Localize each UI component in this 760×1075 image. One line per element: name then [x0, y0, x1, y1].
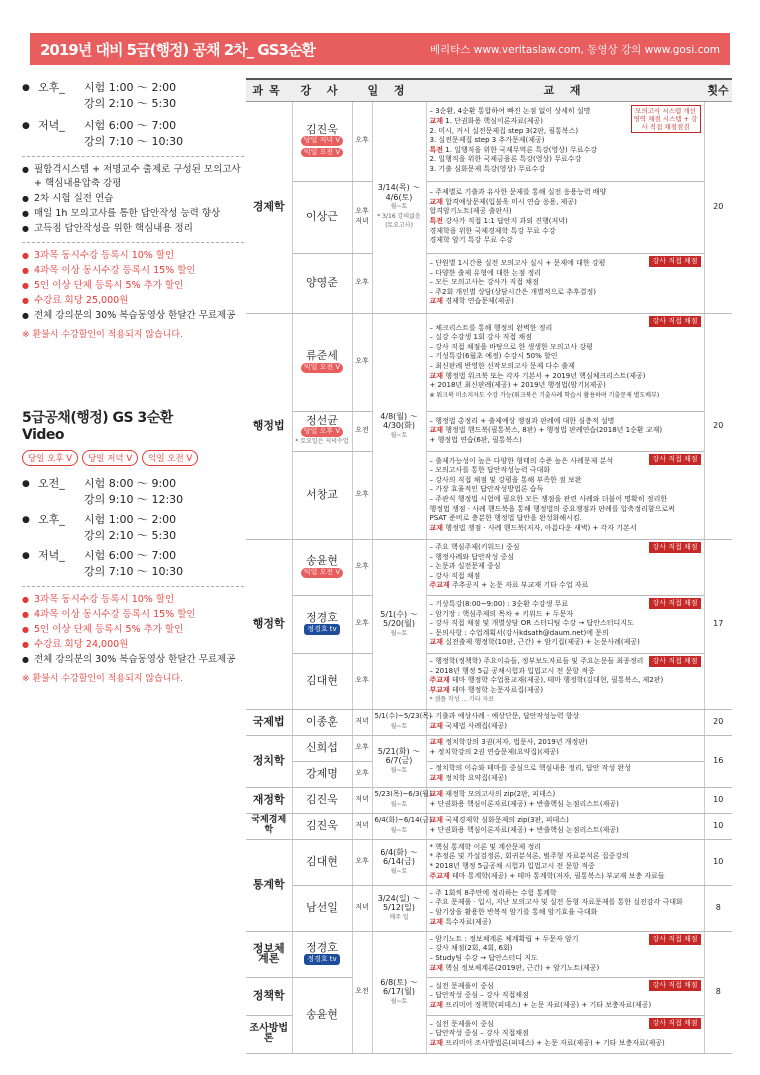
table-econ-lee-lines-1: 교재 합격예상문제(입불욱 미시 연습 응용, 제공) [429, 197, 577, 206]
table-row [246, 931, 732, 977]
table-pubadm-kimd-lines-0: – 행정학(정책학) 주요이슈들, 정부보도자료들 및 주요논문들 최종정리 [429, 657, 644, 666]
table-group-policy-lines-0: – 실전 문제풀이 중심 [429, 981, 494, 990]
left1-features-3: ● 고득점 답안작성을 위한 핵심내용 정리 [22, 222, 244, 236]
table-admin-jung-tags-0: 당일 오후 V [301, 427, 343, 437]
table-intl-name: 이종훈 [292, 709, 352, 735]
table-admin-ryu-lines-3: – 기성특강(6월초 예정) 수강시 50% 할인 [429, 352, 558, 361]
left1-discounts-0: ● 3과목 동시수강 등록시 10% 할인 [22, 249, 244, 263]
table-admin-subject: 행정법 [246, 313, 292, 539]
refund-note-2: ※ 환불시 수강할인이 적용되지 않습니다. [22, 674, 183, 684]
table-intl-subject: 국제법 [246, 709, 292, 735]
table-admin-seo-lines-3: – 가장 효율적인 답안작성방법론 습득 [429, 485, 544, 494]
table-group-survey-lines-2: 교재 프리미어 조사방법론(피데스) + 논문 자료(제공) + 기타 보충자료(제공) [429, 1038, 665, 1047]
header-sites: 베리타스 www.veritaslaw.com, 동영상 강의 www.gosi.com [429, 43, 720, 56]
table-headers-3: 교 재 [426, 79, 704, 101]
table-ieco-subject: 국제경제학 [246, 813, 292, 839]
table-ieco-date: 6/4(화)~6/14(금) [374, 816, 432, 825]
table-stat-kimd-days: 월~토 [390, 867, 408, 875]
table-intl-date: 5/1(수)~5/23(목) [374, 712, 432, 721]
table-row [246, 977, 732, 1015]
left2-schedule-0-line1: 시험 8:00 ～ 9:00 [84, 477, 177, 490]
table-admin-jung-tnote: * 토요일은 저녁수업 [295, 437, 349, 445]
left2-discounts-3: ● 수강료 회당 24,000원 [22, 638, 244, 652]
left1-features-0: ● 필합격시스템 + 저명교수 출제로 구성된 모의고사 + 핵심내용압축 강평 [22, 163, 244, 191]
page-title: 2019년 대비 5급(행정) 공채 2차_ GS3순환 [40, 40, 315, 59]
table-admin-seo-lines-4: – 주관식 행정법 시험에 필요한 모든 쟁점을 관련 사례와 더불어 명확히 정리한 [429, 495, 668, 503]
table-admin-jung-time: 오전 [352, 411, 372, 451]
table-stat-kimd-count: 10 [704, 839, 732, 885]
table-polit-subject: 정치학 [246, 735, 292, 787]
table-econ-kim-tags-1: 익일 오전 V [301, 148, 343, 158]
table-polit-count: 16 [704, 735, 732, 787]
left2-schedule-1-label: 오후_ [38, 513, 65, 526]
table-econ-lee-lines-2: 합격암기노트(제공 출판사) [429, 207, 512, 216]
left1-discounts-2: ● 5인 이상 단체 등록시 5% 추가 할인 [22, 279, 244, 293]
table-econ-kim-time: 오후 [352, 101, 372, 181]
table-row [246, 411, 732, 451]
table-econ-subject: 경제학 [246, 101, 292, 313]
table-pubadm-jeong-name: 정경호 [306, 610, 338, 624]
tag-same-day-afternoon: 당일 오후 V [22, 450, 78, 466]
table-row [246, 313, 732, 411]
table-admin-ryu-lines-0: – 체크리스트를 통해 행정의 완벽한 정리 [429, 323, 553, 332]
table-pubadm-song-tags-0: 익일 오전 V [301, 568, 343, 578]
table-row [246, 787, 732, 813]
table-header-row [246, 79, 732, 101]
table-stat-nam-lines-1: – 주요 문제풀 · 입시, 지난 모의고사 및 실전 동형 자료문제를 통한 실전감각 극대화 [429, 898, 683, 907]
table-pubadm-kimd-lines-4: * 샘플 작성 ... 기타 자료 [429, 696, 495, 704]
table-polit-shin-lines-1: + 정치학강의 2권 연습문제(요약집)(제공) [429, 748, 559, 756]
table-stat-nam-date: 3/24(일) ～5/12(일) [377, 893, 421, 913]
table-intl-count: 20 [704, 709, 732, 735]
table-group-time: 오전 [352, 931, 372, 1053]
table-econ-kim-lines-5: 2. 일행직을 위한 국제금융론 특강(영상) 무료수강 [429, 155, 582, 164]
left1-schedule-1-line2: 강의 7:10 ～ 10:30 [84, 135, 184, 148]
left1-schedule-0-label: 오후_ [38, 81, 65, 94]
table-stat-nam-lines-0: – 주 1회씩 8주만에 정리하는 수험 통계학 [429, 888, 557, 897]
left2-discounts-0: ● 3과목 동시수강 등록시 10% 할인 [22, 593, 244, 607]
left1-schedule-0-line2: 강의 2:10 ～ 5:30 [84, 97, 177, 110]
left2-schedule-2-label: 저녁_ [38, 549, 65, 562]
table-polit-date: 5/21(화) ～6/7(금) [377, 746, 421, 766]
table-group-policy-lines-2: 교재 프리미어 정책학(피데스) + 논문 자료(제공) + 기타 보충자료(제공) [429, 1000, 652, 1009]
left2-discounts-1: ● 4과목 이상 동시수강 등록시 15% 할인 [22, 608, 244, 622]
table-stat-kimd-lines-0: * 핵심 통계학 이론 및 계산문제 정리 [429, 842, 542, 851]
table-group-policy-subject: 정책학 [246, 977, 292, 1015]
left2-schedule-1-line1: 시험 1:00 ～ 2:00 [84, 513, 177, 526]
table-admin-seo-time: 오후 [352, 451, 372, 539]
table-stat-nam-days: 매주 일 [389, 913, 409, 921]
left2-schedule-2-line2: 강의 7:10 ～ 10:30 [84, 565, 184, 578]
table-row [246, 839, 732, 885]
table-row [246, 653, 732, 709]
features-list [22, 163, 244, 236]
table-group-date: 6/8(토) ～6/17(월) [380, 977, 418, 997]
table-admin-ryu-lines-1: – 실강 수강생 1회 강사 직접 채점 [429, 333, 532, 342]
table-tag_ksj: 강사 직접 채점 [649, 316, 700, 328]
table-group-survey-subject: 조사방법론 [246, 1015, 292, 1053]
table-pubadm-kimd-time: 오후 [352, 653, 372, 709]
table-group-info-lines-0: – 암기노트 : 정보체계론 체계확립 + 두문자 암기 [429, 934, 579, 943]
table-econ-lee-lines-3: 특전 강사가 직접 1:1 답안지 과외 진행(저녁) [429, 217, 568, 225]
table-econ-kim-lines-4: 특전 1. 일행직을 위한 국제무역론 특강(영상) 무료수강 [429, 145, 598, 154]
table-admin-seo-lines-7: 교재 행정법 쟁점 · 사례 핸드북(저자, 아름다운 새벽) + 각자 기본서 [429, 523, 637, 532]
table-pubadm-jeong-lines-4: 교재 실전출제 행정학(10판, 근간) + 암기집(제공) + 논문사례(제공) [429, 638, 640, 647]
table-econ-lee-lines-4: 경제학을 위한 국제경제학 특강 무료 수강 [429, 226, 556, 235]
table-pubadm-count: 17 [704, 539, 732, 709]
table-pubadm-jeong-lines-1: – 암기장 : 핵심주제의 목차 + 키워드 + 두문자 [429, 609, 574, 618]
table-polit-shin-time: 오후 [352, 735, 372, 761]
left2-discounts-4: ● 전체 강의분의 30% 복습동영상 한달간 무료제공 [22, 653, 244, 667]
table-admin-ryu-time: 오후 [352, 313, 372, 411]
table-econ-yang-lines-2: – 모든 모의고사는 강사가 직접 채점 [429, 278, 539, 287]
table-econ-lee-lines-5: 경제학 암기 특강 무료 수강 [429, 236, 513, 245]
table-econ-yang-lines-1: – 다양한 출제 유형에 대한 논점 정리 [429, 268, 542, 277]
refund-note-1: ※ 환불시 수강할인이 적용되지 않습니다. [22, 330, 183, 340]
table-fin-count: 10 [704, 787, 732, 813]
table-group-days: 월~토 [390, 997, 408, 1005]
table-admin-seo-lines-2: – 강사의 직접 채점 및 강평을 통해 부족한 점 보완 [429, 475, 582, 484]
table-group-info-subject: 정보체계론 [246, 931, 292, 977]
tv-badge: 정경호 tv [304, 954, 339, 966]
table-econ-kim-tags-0: 당일 저녁 V [301, 136, 343, 146]
table-group-info-lines-1: – 강사 채점(2회, 4회, 6회) [429, 944, 513, 953]
left1-schedule-1-label: 저녁_ [38, 119, 65, 132]
table-admin-date: 4/8(월) ～4/30(화) [380, 411, 418, 431]
table-intl-lines-0: – 기출과 예상사례 · 예상단문, 답안작성능력 향상 [429, 712, 580, 721]
table-pubadm-kimd-name: 김대현 [292, 653, 352, 709]
tag-next-day-morning: 익일 오전 V [142, 450, 198, 466]
table-group-policy-lines-1: – 답안작성 중심 – 강사 직접채점 [429, 991, 529, 1000]
tag-same-day-evening: 당일 저녁 V [82, 450, 138, 466]
table-fin-date: 5/23(목)~6/3(월) [374, 790, 432, 799]
video-title: 5급공채(행정) GS 3순환 [22, 410, 173, 426]
table-fin-name: 김진욱 [292, 787, 352, 813]
table-row [246, 761, 732, 787]
table-intl-lines-1: 교재 국제법 사례집(제공) [429, 722, 508, 730]
table-group-count: 8 [704, 931, 732, 1053]
table-polit-days: 월~토 [390, 766, 408, 774]
table-polit-kang-lines-0: – 정치학의 이슈와 테마를 중심으로 핵심내용 정리, 답안 작성 완성 [429, 764, 632, 773]
table-admin-days: 월~토 [390, 431, 408, 439]
table-fin-subject: 재정학 [246, 787, 292, 813]
table-stat-nam-lines-3: 교재 특수자료(제공) [429, 917, 492, 926]
table-pubadm-days: 월~토 [390, 629, 408, 637]
table-stat-nam-count: 8 [704, 885, 732, 931]
table-econ-yang-name: 양영준 [292, 253, 352, 313]
system-box: 모의고사 시스템 개선 영역 체점 시스템 + 강사 직접 채점점검 [631, 105, 701, 133]
table-admin-jung-lines-1: 교재 행정법 핸드북(필통북스, 8판) + 행정법 판례연습(2018년 1순환 교재) [429, 426, 663, 435]
table-admin-ryu-lines-6: + 2018년 최신판례(제공) + 2019년 행정법(암기)(제공) [429, 381, 606, 390]
table-econ-lee-lines-0: – 주제별로 기출과 유사한 문제를 통해 실전 응용능력 배양 [429, 188, 607, 197]
table-admin-seo-lines-6: PSAT 준비로 충분한 행정법 답안을 완성화해시킴. [429, 514, 582, 523]
table-fin-lines-0: 교재 재정학 모의고사의 zip(2판, 피데스) [429, 790, 556, 799]
table-polit-shin-name: 신희섭 [292, 735, 352, 761]
table-stat-subject: 통계학 [246, 839, 292, 931]
table-pubadm-kimd-lines-2: 주교재 테마 행정학 수업용교재(제공), 테마 행정학(김대현, 필통북스, 제2판) [429, 676, 664, 685]
table-group-survey-lines-0: – 실전 문제풀이 중심 [429, 1019, 494, 1028]
schedule-block-1: ● 오후_ 시험 1:00 ～ 2:00 강의 2:10 ～ 5:30 ● 저녁_ 시험 6:00 ～ 7:00 강의 7:10 ～ 10:30 ● 필합격시스템 + 저명교수 출제로 구성된 모의고사 + 핵심내용압축 강평 ● 2차 시험 실전 연습 ● 매일 1h 모의고사를 통한 답안작성 능력 향상 ● 고득점 답안작성을 위한 핵심내용 정리 ● 3과목 동시수강 등록시 10% 할인 ● 4과목 이상 동시수강 등록시 15% 할인 ● 5인 이상 단체 등록시 5% 추가 할인 ● 수강료 회당 25,000원 ● 전체 강의분의 30% 복습동영상 한달간 무료제공 ※ 환불시 수강할인이 적용되지 않습니다. [22, 80, 244, 342]
table-econ-yang-lines-0: – 단원별 1시간용 실전 모의고사 실시 + 문제에 대한 강평 [429, 259, 606, 268]
table-row [246, 539, 732, 595]
table-fin-time: 저녁 [352, 787, 372, 813]
left2-schedule-0-label: 오전_ [38, 477, 65, 490]
table-pubadm-song-lines-2: – 논문과 실전문제 중심 [429, 562, 501, 571]
left1-discounts-3: ● 수강료 회당 25,000원 [22, 294, 244, 308]
table-econ-kim-lines-3: 3. 실전문제집 step 3 추가문제(제공) [429, 136, 545, 145]
table-ieco-days: 월~토 [390, 827, 408, 834]
table-pubadm-jeong-lines-3: – 문의사항 : 수업계획서(강사kdsath@daum.net)에 문의 [429, 628, 609, 637]
table-pubadm-subject: 행정학 [246, 539, 292, 709]
table-ieco-lines-0: 교재 국제경제학 심화문제의 zip(3판, 피데스) [429, 816, 569, 825]
table-admin-jung-lines-0: – 행정법 총정리 + 출제예상 쟁점과 판례에 대한 심층적 설명 [429, 416, 615, 425]
table-econ-yang-lines-4: 교재 경제학 연습문제(제공) [429, 297, 514, 306]
table-tag_ksj: 강사 직접 채점 [649, 256, 700, 268]
table-row [246, 253, 732, 313]
table-row [246, 885, 732, 931]
table-ieco-time: 저녁 [352, 813, 372, 839]
discount-list-2 [22, 593, 244, 667]
header-banner [30, 33, 730, 65]
table-group-info-lines-3: 교재 핵심 정보체계론(2019판, 근간) + 암기노트(제공) [429, 963, 600, 972]
table-stat-kimd-time: 오후 [352, 839, 372, 885]
left2-title2: Video [22, 427, 65, 443]
table-admin-seo-lines-1: – 모의고사를 통한 답안작성능력 극대화 [429, 466, 551, 475]
table-econ-kim-lines-2: 2. 미시, 거시 실전문제집 step 3(2판, 필통북스) [429, 126, 579, 135]
left2-schedule-2-line1: 시험 6:00 ～ 7:00 [84, 549, 177, 562]
left2-schedule-1-line2: 강의 2:10 ～ 5:30 [84, 529, 177, 542]
table-tag_ksj: 강사 직접 채점 [649, 1018, 700, 1030]
table-pubadm-jeong-lines-0: – 기상특강(8:00~9:00) : 3순환 수강생 무료 [429, 600, 569, 609]
table-pubadm-jeong-lines-2: – 강사 직접 채점 및 개별상담 OR 스터디팀 수강 → 답안스터디지도 [429, 619, 634, 628]
table-stat-nam-name: 남선일 [292, 885, 352, 931]
table-tag_ksj: 강사 직접 채점 [649, 598, 700, 610]
video-block: 5급공채(행정) GS 3순환 Video 당일 오후 V 당일 저녁 V 익일 오전 V ● 오전_ 시험 8:00 ～ 9:00 강의 9:10 ～ 12:30 ● 오후_ 시험 1:00 ～ 2:00 강의 2:10 ～ 5:30 ● 저녁_ 시험 6:00 ～ 7:00 강의 7:10 ～ 10:30 ● 3과목 동시수강 등록시 10% 할인 ● 4과목 이상 동시수강 등록시 15% 할인 ● 5인 이상 단체 등록시 5% 추가 할인 ● 수강료 회당 24,000원 ● 전체 강의분의 30% 복습동영상 한달간 무료제공 ※ 환불시 수강할인이 적용되지 않습니다. [22, 410, 244, 686]
table-group-survey-lines-1: – 답안작성 중심 – 강사 직접채점 [429, 1029, 529, 1038]
table-admin-ryu-name: 류준세 [306, 349, 338, 363]
table-fin-lines-1: + 단권화용 핵심이론자료(제공) + 반출핵심 논점리스트(제공) [429, 800, 619, 808]
table-pubadm-jeong-time: 오후 [352, 595, 372, 653]
table-stat-kimd-name: 김대현 [292, 839, 352, 885]
table-stat-kimd-lines-1: * 추정론 및 가설검정론, 회귀분석론, 범주형 자료분석론 집중강의 [429, 852, 629, 861]
table-tag_ksj: 강사 직접 채점 [649, 980, 700, 992]
table-admin-ryu-lines-4: – 최신판례 반영한 신작모의고사 문제 다수 출제 [429, 362, 575, 370]
table-tag_ksj: 강사 직접 채점 [649, 542, 700, 554]
table-ieco-lines-1: + 단권화용 핵심이론자료(제공) + 반출핵심 논점리스트(제공) [429, 826, 619, 834]
table-row [246, 709, 732, 735]
table-polit-kang-time: 오후 [352, 761, 372, 787]
table-headers-4: 횟수 [704, 79, 732, 101]
table-pubadm-song-lines-4: 주교재 주추공지 + 논문 자료 부교재 기타 수업 자료 [429, 581, 589, 590]
table-admin-ryu-tags-0: 익일 오전 V [301, 363, 343, 373]
table-ieco-count: 10 [704, 813, 732, 839]
left2-schedule-0-line2: 강의 9:10 ～ 12:30 [84, 493, 184, 506]
table-stat-kimd-lines-3: 주교재 테마 통계학(제공) + 테마 통계학(저자, 필통북스) 부교재 보충 자료들 [429, 871, 665, 880]
left1-discounts-4: ● 전체 강의분의 30% 복습동영상 한달간 무료제공 [22, 309, 244, 323]
table-stat-nam-lines-2: – 암기상을 활용한 반복적 암기를 통해 암기효율 극대화 [429, 908, 598, 916]
table-econ-yang-lines-3: – 주2회 개인별 상담(상담시간은 개별적으로 추후결정) [429, 287, 597, 296]
table-econ-yang-time: 오후 [352, 253, 372, 313]
table-ieco-name: 김진욱 [292, 813, 352, 839]
table-group-info-name: 정경호 [306, 940, 338, 954]
table-row [246, 101, 732, 181]
table-admin-seo-lines-0: – 출제가능성이 높은 다양한 형태의 수준 높은 사례문제 분석 [429, 456, 614, 465]
table-headers-2: 일 정 [352, 79, 426, 101]
table-row [246, 451, 732, 539]
table-tag_ksj: 강사 직접 채점 [649, 454, 700, 466]
table-polit-kang-lines-1: 교재 정치학 요약집(제공) [429, 774, 508, 782]
table-polit-shin-lines-0: 교재 정치학강의 3권(저자, 법문사, 2019년 개정판) [429, 738, 588, 747]
table-admin-seo-lines-5: 행정법 쟁점 · 사례 핸드북을 통해 행정법의 중요쟁점과 판례를 압축정리함으로써 [429, 504, 675, 513]
table-intl-time: 저녁 [352, 709, 372, 735]
table-stat-nam-time: 저녁 [352, 885, 372, 931]
table-pubadm-kimd-lines-1: – 2018년 행정 5급 공채시험과 입법고시 전 문항 적중 [429, 666, 595, 675]
table-econ-kim-name: 김진욱 [306, 122, 338, 136]
table-admin-seo-name: 서창교 [292, 451, 352, 539]
table-admin-ryu-lines-2: – 강사 직접 채점을 바탕으로 한 생생한 모의고사 강평 [429, 342, 593, 351]
table-row [246, 181, 732, 253]
left1-schedule-1-line1: 시험 6:00 ～ 7:00 [84, 119, 177, 132]
table-fin-days: 월~토 [390, 801, 408, 808]
table-headers-0: 과목 [246, 79, 292, 101]
table-econ-count: 20 [704, 101, 732, 313]
table-row [246, 735, 732, 761]
table-stat-kimd-date: 6/4(화) ～6/14(금) [380, 847, 418, 867]
table-econ-kim-lines-6: 3. 기출 심화문제 특강(영상) 무료수강 [429, 164, 546, 173]
left1-features-2: ● 매일 1h 모의고사를 통한 답안작성 능력 향상 [22, 207, 244, 221]
table-pubadm-song-time: 오후 [352, 539, 372, 595]
table-pubadm-song-lines-3: – 강사 직접 채점 [429, 571, 481, 580]
table-pubadm-date: 5/1(수) ～5/20(월) [380, 609, 418, 629]
left1-schedule-0-line1: 시험 1:00 ～ 2:00 [84, 81, 177, 94]
table-econ-lee-time: 오후 저녁 [352, 181, 372, 253]
discount-list-1 [22, 249, 244, 323]
table-intl-days: 월~토 [390, 723, 408, 730]
table-admin-ryu-lines-7: ※ 워크북 미소지자도 수강 가능(워크북은 기출사례 학습시 활용하며 기출문제 별도배부) [429, 391, 660, 399]
table-pubadm-song-lines-1: – 행정사례와 답안작성 중심 [429, 552, 515, 561]
left1-discounts-1: ● 4과목 이상 동시수강 등록시 15% 할인 [22, 264, 244, 278]
course-table [246, 78, 732, 1054]
table-econ-kim-lines-0: – 3순환, 4순환 통합하여 빠진 논점 없이 상세히 설명 [429, 107, 591, 116]
table-econ-date: 3/14(목) ～4/6(토) [377, 183, 421, 202]
table-tag_ksj: 강사 직접 채점 [649, 934, 700, 946]
table-tag_ksj: 강사 직접 채점 [649, 656, 700, 668]
table-pubadm-kimd-lines-3: 부교재 테마 행정학 논문자료집(제공) [429, 685, 544, 694]
table-pubadm-song-lines-0: – 주요 핵심주제(키워드) 중심 [429, 543, 520, 552]
table-stat-kimd-lines-2: * 2018년 행정 5급공채 시험과 입법고시 전 문항 적중 [429, 862, 595, 870]
table-polit-kang-name: 강제명 [292, 761, 352, 787]
table-admin-jung-name: 정선균 [306, 413, 338, 427]
table-headers-1: 강 사 [292, 79, 352, 101]
table-pubadm-song-name: 송윤현 [306, 554, 338, 568]
table-admin-jung-lines-2: + 행정법 연습(6판, 필통북스) [429, 435, 522, 444]
table-admin-count: 20 [704, 313, 732, 539]
table-admin-ryu-lines-5: 교재 행정법 워크북 또는 각자 기본서 + 2019년 핵심체크리스트(제공) [429, 371, 646, 380]
left2-discounts-2: ● 5인 이상 단체 등록시 5% 추가 할인 [22, 623, 244, 637]
table-group-info-lines-2: – Study팀 수강 → 답안스터디 지도 [429, 954, 538, 962]
table-econ-kim-lines-1: 교재 1. 단권화용 핵심이론자료(제공) [429, 117, 543, 126]
table-group-policy-name: 송윤현 [292, 977, 352, 1053]
table-econ-dnote: * 3/16 강의없음 (토요고사) [377, 212, 421, 230]
tv-badge: 정경호 tv [304, 624, 339, 636]
table-row [246, 595, 732, 653]
table-econ-lee-name: 이상근 [292, 181, 352, 253]
left1-features-1: ● 2차 시험 실전 연습 [22, 192, 244, 206]
table-econ-days: 월~토 [390, 203, 408, 211]
table-row [246, 813, 732, 839]
